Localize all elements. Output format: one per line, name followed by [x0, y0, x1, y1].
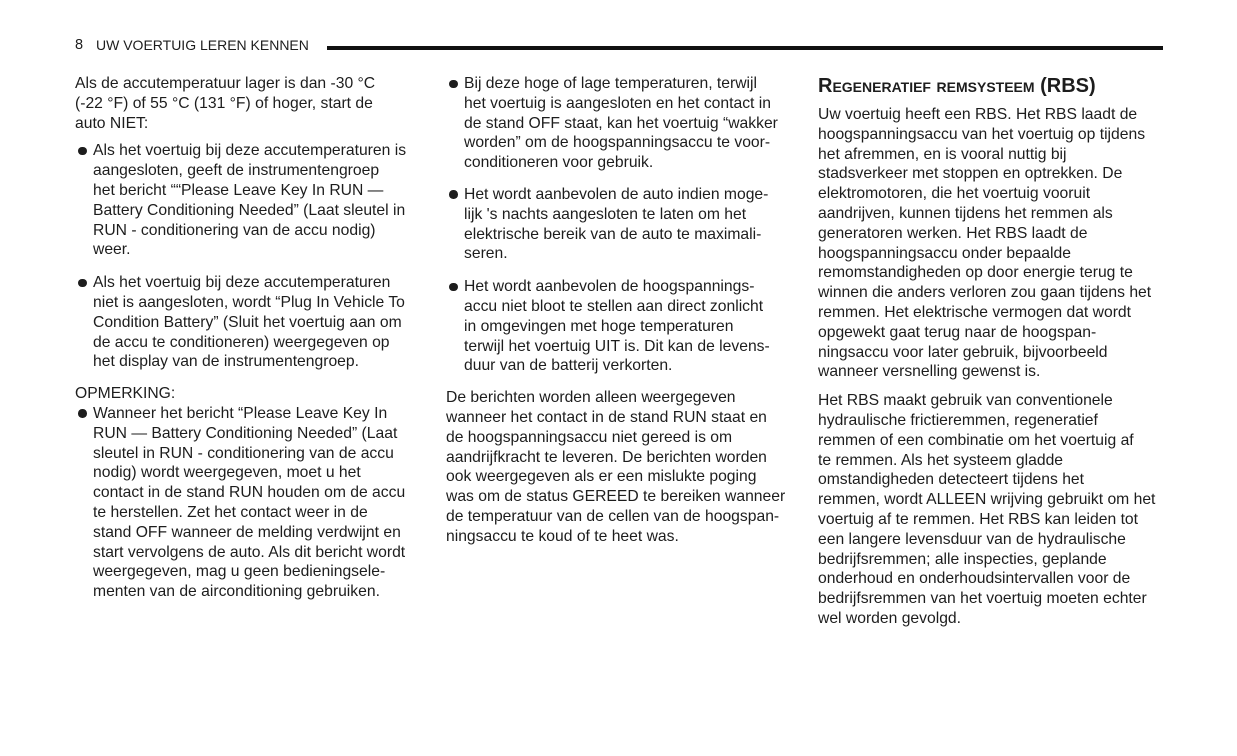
text-line: contact in de stand RUN houden om de accu [93, 484, 406, 502]
text-line: bedrijfsremmen; alle inspecties, geplande [818, 550, 1107, 568]
text-line: Als het voertuig bij deze accutemperaturen [93, 274, 391, 292]
text-line: te remmen. Als het systeem gladde [818, 451, 1064, 469]
text-line: Uw voertuig heeft een RBS. Het RBS laadt de [818, 106, 1138, 123]
text-line: niet is aangesloten, wordt “Plug In Vehicle To [93, 293, 405, 311]
text-line: hoogspanningsaccu onder bepaalde [818, 244, 1071, 262]
text-line: Het wordt aanbevolen de auto indien moge- [464, 185, 769, 203]
text-line: ningsaccu te koud of te heet was. [446, 527, 679, 545]
text-line: het bericht ““Please Leave Key In RUN — [93, 181, 384, 199]
text-line: remmen. Het elektrische vermogen dat wordt [818, 303, 1132, 321]
text-line: de accu te conditioneren) weergegeven op [93, 333, 390, 351]
bullet-item [464, 185, 790, 264]
text-line: weergegeven, mag u geen bedieningsele- [93, 563, 386, 581]
text-line: worden” om de hoogspanningsaccu te voor- [464, 134, 771, 152]
text-line: de temperatuur van de cellen van de hoogspan- [446, 507, 780, 525]
bullet-icon [449, 283, 458, 292]
text-line: ningsaccu voor later gebruik, bijvoorbeeld [818, 343, 1108, 361]
text-line: RUN — Battery Conditioning Needed” (Laat [93, 424, 398, 442]
column-2 [446, 74, 790, 547]
intro-paragraph [75, 74, 418, 133]
text-line: onderhoud en onderhoudsintervallen voor de [818, 570, 1131, 588]
text-line: accu niet bloot te stellen aan direct zonlicht [464, 297, 764, 315]
bullet-item [93, 273, 418, 372]
note-label: OPMERKING: [75, 385, 176, 403]
text-line: Het wordt aanbevolen de hoogspannings- [464, 278, 755, 296]
text-line: wel worden gevolgd. [818, 609, 962, 627]
text-line: aangesloten, geeft de instrumentengroep [93, 162, 380, 180]
text-line: omstandigheden detecteert tijdens het [818, 471, 1084, 489]
text-line: seren. [464, 245, 508, 263]
text-line: opgewekt gaat terug naar de hoogspan- [818, 323, 1097, 341]
page-number: 8 [75, 37, 84, 53]
text-line: was om de status GEREED te bereiken wanneer [446, 488, 786, 506]
text-line: bedrijfsremmen van het voertuig moeten echter [818, 590, 1147, 608]
section-title: UW VOERTUIG LEREN KENNEN [96, 37, 309, 53]
text-line: remmen, wordt ALLEEN wrijving gebruikt om het [818, 491, 1156, 509]
text-line: Wanneer het bericht “Please Leave Key In [93, 404, 388, 422]
text-line: duur van de batterij verkorten. [464, 357, 673, 375]
text-line: Battery Conditioning Needed” (Laat sleutel in [93, 201, 406, 219]
messages-paragraph [446, 388, 790, 546]
text-line: remmen of een combinatie om het voertuig af [818, 431, 1134, 449]
column-1 [75, 74, 418, 602]
text-line: ook weergegeven als er een mislukte poging [446, 468, 757, 486]
text-line: het display van de instrumentengroep. [93, 353, 359, 371]
text-line: de stand OFF staat, kan het voertuig “wakker [464, 114, 778, 132]
text-line: winnen die anders verloren zou gaan tijdens het [818, 284, 1152, 302]
text-line: Bij deze hoge of lage temperaturen, terwijl [464, 75, 757, 92]
text-line: lijk 's nachts aangesloten te laten om het [464, 205, 747, 223]
text-line: conditioneren voor gebruik. [464, 154, 654, 172]
text-line: remomstandigheden op door energie terug te [818, 264, 1133, 282]
rbs-paragraph-1 [818, 105, 1163, 382]
bullet-icon [78, 147, 87, 156]
text-line: elektromotoren, die het voertuig vooruit [818, 185, 1091, 203]
text-line: sleutel in RUN - conditionering van de accu [93, 444, 394, 462]
bullet-icon [78, 409, 87, 418]
text-line: hoogspanningsaccu van het voertuig op tijdens [818, 125, 1146, 143]
text-line: De berichten worden alleen weergegeven [446, 389, 736, 407]
text-line: (-22 °F) of 55 °C (131 °F) of hoger, start de [75, 94, 373, 112]
text-line: weer. [93, 241, 131, 259]
text-line: Condition Battery” (Sluit het voertuig aan om [93, 313, 402, 331]
text-line: in omgevingen met hoge temperaturen [464, 317, 734, 335]
text-line: wanneer het contact in de stand RUN staat en [446, 408, 767, 426]
text-line: RUN - conditionering van de accu nodig) [93, 221, 376, 239]
bullet-item [93, 141, 418, 260]
text-line: een langere levensduur van de hydraulische [818, 530, 1126, 548]
text-line: menten van de airconditioning gebruiken. [93, 583, 380, 601]
section-heading: Regeneratief remsysteem (RBS) [818, 75, 1096, 97]
text-line: stadsverkeer met stoppen en optrekken. De [818, 165, 1123, 183]
bullet-item [464, 277, 790, 376]
bullet-icon [449, 190, 458, 199]
note-bullet-item [93, 404, 418, 602]
column-3 [818, 74, 1163, 629]
text-line: auto NIET: [75, 114, 149, 132]
bullet-item [464, 74, 790, 173]
text-line: hydraulische frictieremmen, regeneratief [818, 411, 1098, 429]
bullet-icon [449, 80, 458, 89]
text-line: Als de accutemperatuur lager is dan -30 °C [75, 75, 376, 92]
text-line: te herstellen. Zet het contact weer in de [93, 503, 368, 521]
text-line: voertuig af te remmen. Het RBS kan leiden tot [818, 510, 1139, 528]
text-line: nodig) wordt weergegeven, moet u het [93, 464, 361, 482]
bullet-icon [78, 279, 87, 288]
text-line: de hoogspanningsaccu niet gereed is om [446, 428, 733, 446]
text-line: stand OFF wanneer de melding verdwijnt en [93, 523, 401, 541]
text-line: start vervolgens de auto. Als dit bericht wordt [93, 543, 406, 561]
text-line: elektrische bereik van de auto te maximali- [464, 225, 762, 243]
text-line: wanneer versnelling gewenst is. [818, 363, 1041, 381]
text-line: generatoren werken. Het RBS laadt de [818, 224, 1088, 242]
text-line: aandrijven, kunnen tijdens het remmen als [818, 204, 1113, 222]
text-line: aandrijfkracht te leveren. De berichten worden [446, 448, 767, 466]
rbs-paragraph-2 [818, 391, 1163, 629]
text-line: het afremmen, en is vooral nuttig bij [818, 145, 1067, 163]
text-line: het voertuig is aangesloten en het contact in [464, 94, 771, 112]
text-line: terwijl het voertuig UIT is. Dit kan de levens- [464, 337, 770, 355]
text-line: Het RBS maakt gebruik van conventionele [818, 392, 1113, 410]
header-rule [327, 46, 1163, 50]
text-line: Als het voertuig bij deze accutemperaturen is [93, 142, 407, 160]
